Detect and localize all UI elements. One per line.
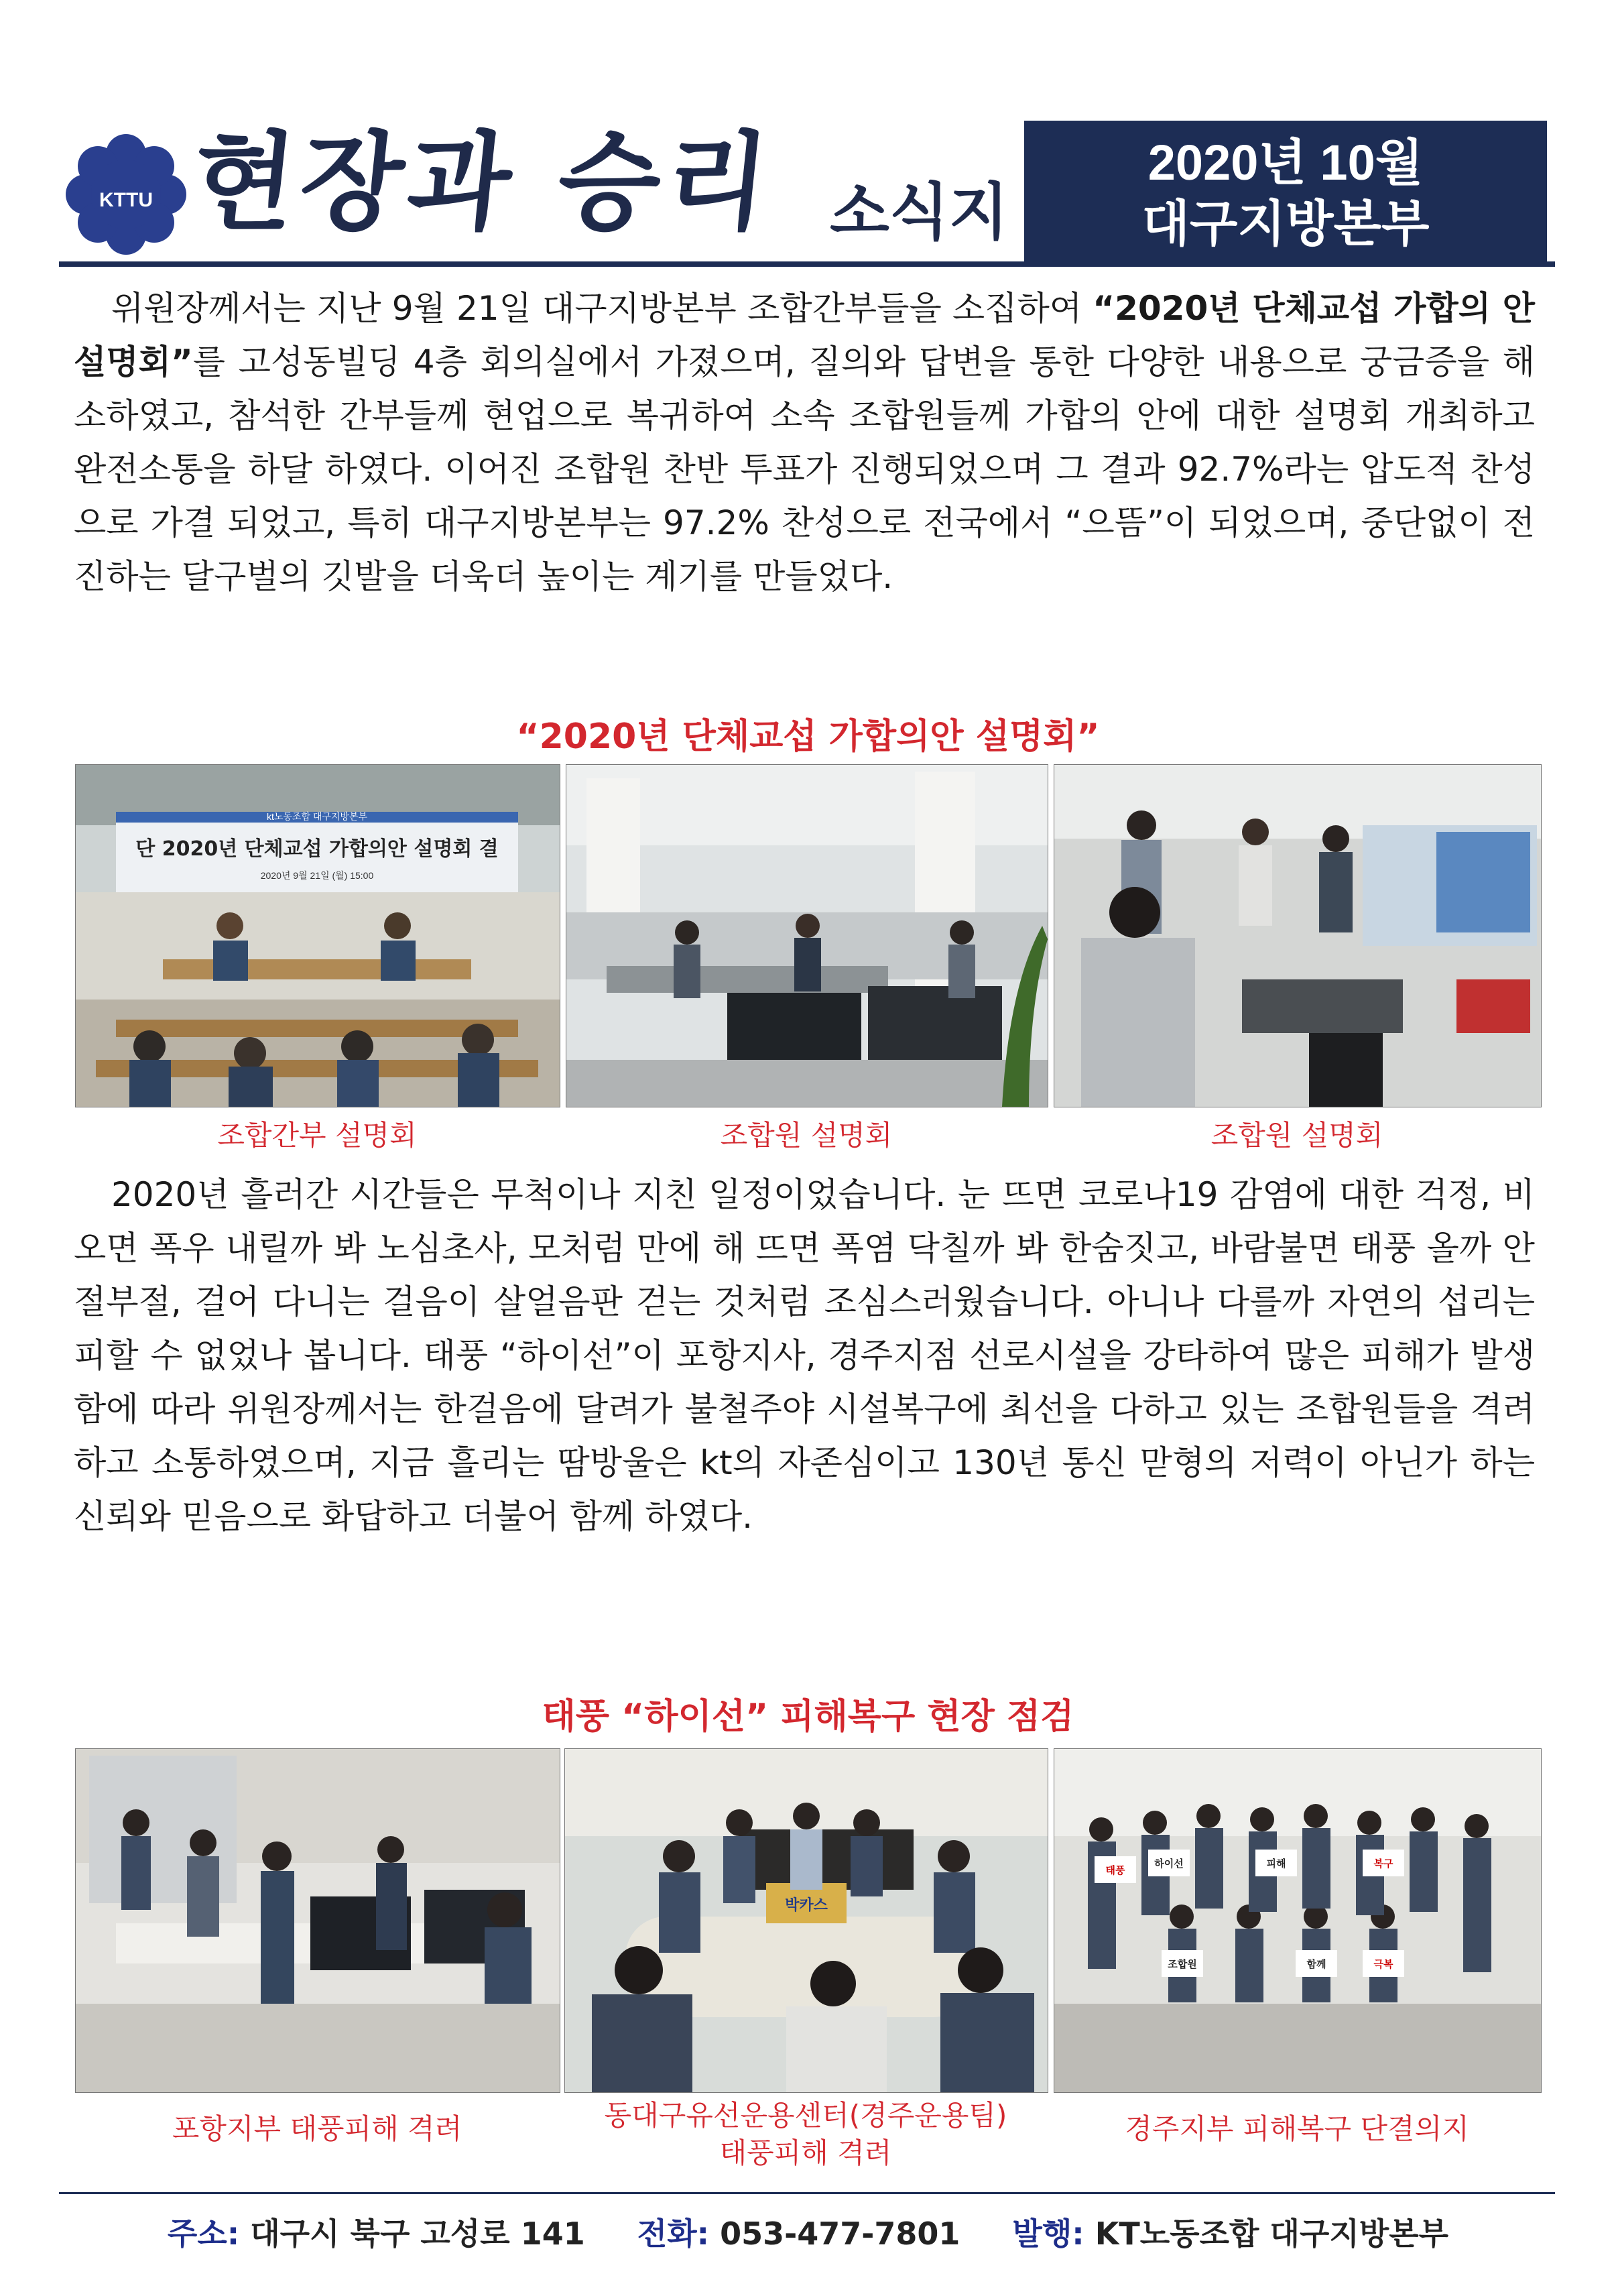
sign-6: 함께 [1306,1958,1326,1970]
caption-photo-5-line-2: 태풍피해 격려 [719,2136,892,2169]
article-2-paragraph: 2020년 흘러간 시간들은 무척이나 지친 일정이었습니다. 눈 뜨면 코로나19 감염에 대한 걱정, 비 오면 폭우 내릴까 봐 노심초사, 모처럼 만에 해 뜨면 폭염 닥칠까 봐 한숨짓고, 바람불면 태풍 올까 안절부절, 걸어 다니는 걸음이 살얼음판 걷는 것처럼 조심스러웠습니다. 아니나 다를까 자연의 섭리는 피할 수 없었나 봅니다. 태풍 “하이선”이 포항지사, 경주지점 선로시설을 강타하여 많은 피해가 발생함에 따라 위원장께서는 한걸음에 달려가 불철주야 시설복구에 최선을 다하고 있는 조합원들을 격려하고 소통하였으며, 지금 흘리는 땀방울은 kt의 자존심이고 130년 통신 맏형의 저력이 아닌가 하는 신뢰와 믿음으로 화답하고 더불어 함께 하였다. [74,1175,1535,1536]
caption-photo-4: 포항지부 태풍피해 격려 [172,2112,462,2145]
kttu-logo [59,127,193,261]
sign-7: 극복 [1373,1958,1393,1970]
article-1-paragraph [74,282,1535,603]
caption-photo-6: 경주지부 피해복구 단결의지 [1125,2112,1469,2145]
section-1-title: “2020년 단체교섭 가합의안 설명회” [516,717,1100,757]
footer-divider [59,2192,1555,2194]
newsletter-title: 현장과 승리 [186,121,780,245]
photo-dongdaegu-visit [564,1748,1048,2093]
masthead [59,101,1560,261]
address-label: 주소: [167,2216,240,2252]
address: 대구시 북구 고성로 141 [250,2216,585,2252]
phone-label: 전화: [637,2216,710,2252]
caption-photo-5-line-1: 동대구유선운용센터(경주운용팀) [604,2099,1007,2132]
article-1-bold-title: “2020년 단체교섭 가합의 안 설명회” [74,289,1535,381]
banner-top-text: kt노동조합 대구지방본부 [266,811,368,822]
banner-date: 2020년 9월 21일 (월) 15:00 [260,870,374,881]
header-divider [59,261,1555,267]
logo-text: KTTU [99,189,153,211]
phone-number: 053-477-7801 [720,2216,960,2252]
issuing-office: 대구지방본부 [1141,196,1430,251]
caption-photo-3: 조합원 설명회 [1210,1119,1383,1152]
publisher-label: 발행: [1012,2216,1084,2252]
photo-executive-briefing [75,764,560,1107]
sign-4: 복구 [1373,1858,1393,1870]
sign-3: 피해 [1266,1858,1286,1870]
box-label: 박카스 [785,1897,828,1914]
sign-1: 태풍 [1105,1864,1125,1876]
photo-member-briefing-2 [1054,764,1542,1107]
photo-pohang-visit [75,1748,560,2093]
article-1-text-a: 위원장께서는 지난 9월 21일 대구지방본부 조합간부들을 소집하여 [111,289,1093,328]
newsletter-subtitle: 소식지 [830,176,1009,248]
section-2-title: 태풍 “하이선” 피해복구 현장 점검 [542,1697,1074,1737]
photo-member-briefing-1 [566,764,1048,1107]
publisher: KT노동조합 대구지방본부 [1095,2216,1449,2252]
sign-5: 조합원 [1168,1958,1197,1970]
banner-text: 단 2020년 단체교섭 가합의안 설명회 결 [135,837,499,861]
article-1-text-b: 를 고성동빌딩 4층 회의실에서 가졌으며, 질의와 답변을 통한 다양한 내용으로 궁금증을 해소하였고, 참석한 간부들께 현업으로 복귀하여 소속 조합원들께 가합의 안에 대한 설명회 개최하고 완전소통을 하달 하였다. 이어진 조합원 찬반 투표가 진행되었으며 그 결과 92.7%라는 압도적 찬성으로 가결 되었고, 특히 대구지방본부는 97.2% 찬성으로 전국에서 “으뜸”이 되었으며, 중단없이 전진하는 달구벌의 깃발을 더욱더 높이는 계기를 만들었다. [74,343,1535,596]
footer [0,2210,1616,2254]
caption-photo-1: 조합간부 설명회 [217,1119,417,1152]
caption-photo-2: 조합원 설명회 [720,1119,893,1152]
issue-date: 2020년 10월 [1147,135,1424,190]
sign-2: 하이선 [1154,1858,1184,1870]
issue-date-box [1024,121,1547,263]
photo-gyeongju-group [1054,1748,1542,2093]
